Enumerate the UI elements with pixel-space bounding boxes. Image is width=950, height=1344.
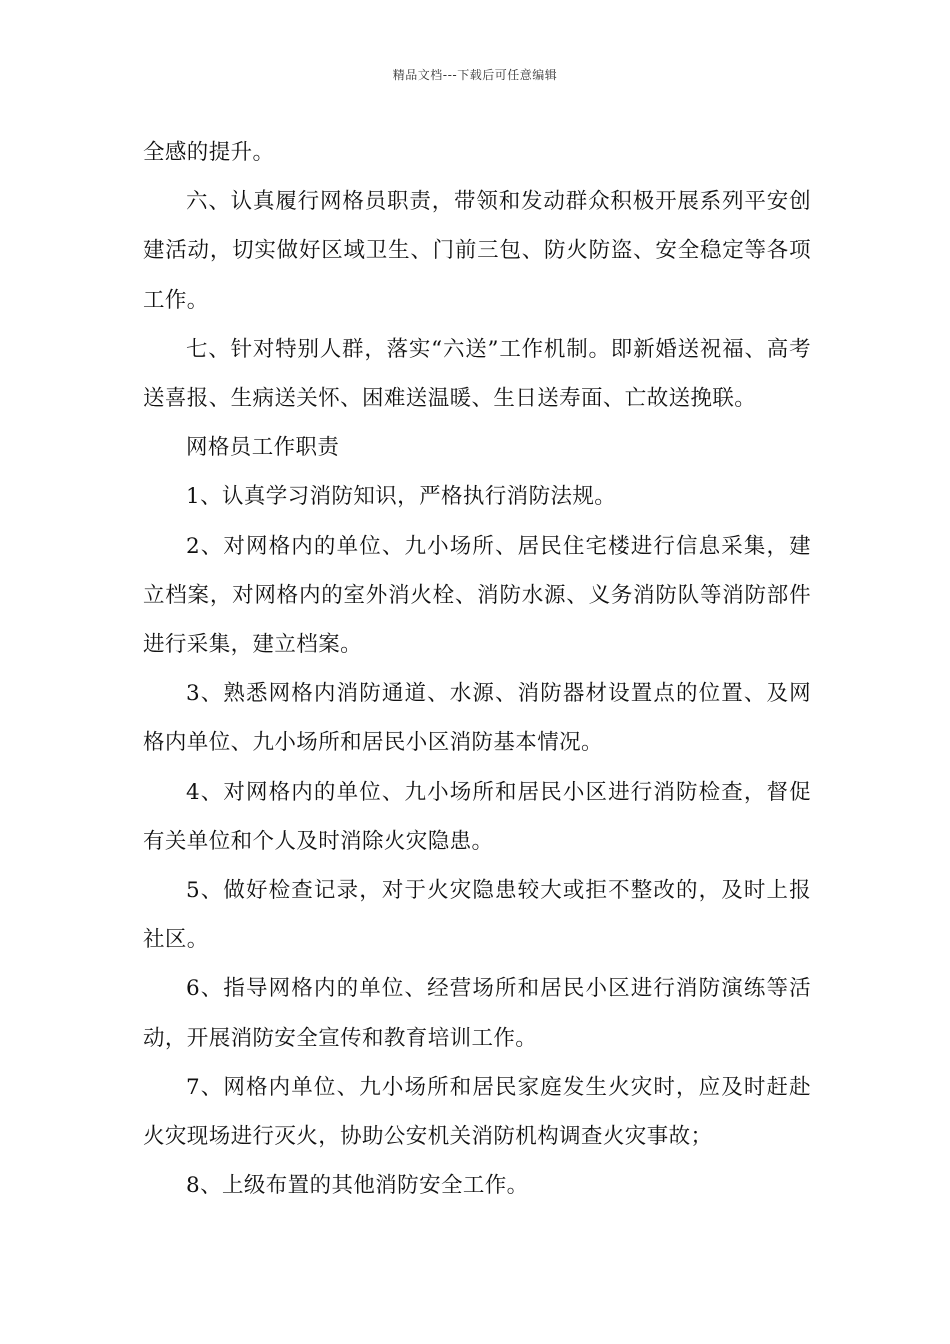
page-header: 精品文档---下载后可任意编辑 [392,68,558,82]
duty-item-3: 3、熟悉网格内消防通道、水源、消防器材设置点的位置、及网格内单位、九小场所和居民小区消防基本情况。 [143,681,811,756]
duty-item-8: 8、上级布置的其他消防安全工作。 [186,1173,529,1199]
duty-item-1: 1、认真学习消防知识，严格执行消防法规。 [186,484,617,510]
duty-item-7: 7、网格内单位、九小场所和居民家庭发生火灾时，应及时赶赴火灾现场进行灭火，协助公安机关消防机构调查火灾事故； [143,1074,811,1150]
section-heading: 网格员工作职责 [186,435,340,461]
duty-item-6: 6、指导网格内的单位、经营场所和居民小区进行消防演练等活动，开展消防安全宣传和教育培训工作。 [143,976,811,1051]
paragraph-item-6: 六、认真履行网格员职责，带领和发动群众积极开展系列平安创建活动，切实做好区域卫生、门前三包、防火防盗、安全稳定等各项工作。 [143,189,811,313]
paragraph-continuation: 全感的提升。 [143,140,275,165]
paragraph-item-7: 七、针对特别人群，落实“六送”工作机制。即新婚送祝福、高考送喜报、生病送关怀、困难送温暖、生日送寿面、亡故送挽联。 [143,336,811,412]
document-body [143,128,811,1210]
duty-item-4: 4、对网格内的单位、九小场所和居民小区进行消防检查，督促有关单位和个人及时消除火灾隐患。 [143,779,811,854]
duty-item-2: 2、对网格内的单位、九小场所、居民住宅楼进行信息采集，建立档案，对网格内的室外消火栓、消防水源、义务消防队等消防部件进行采集，建立档案。 [143,533,811,658]
duty-item-5: 5、做好检查记录，对于火灾隐患较大或拒不整改的，及时上报社区。 [143,878,811,953]
